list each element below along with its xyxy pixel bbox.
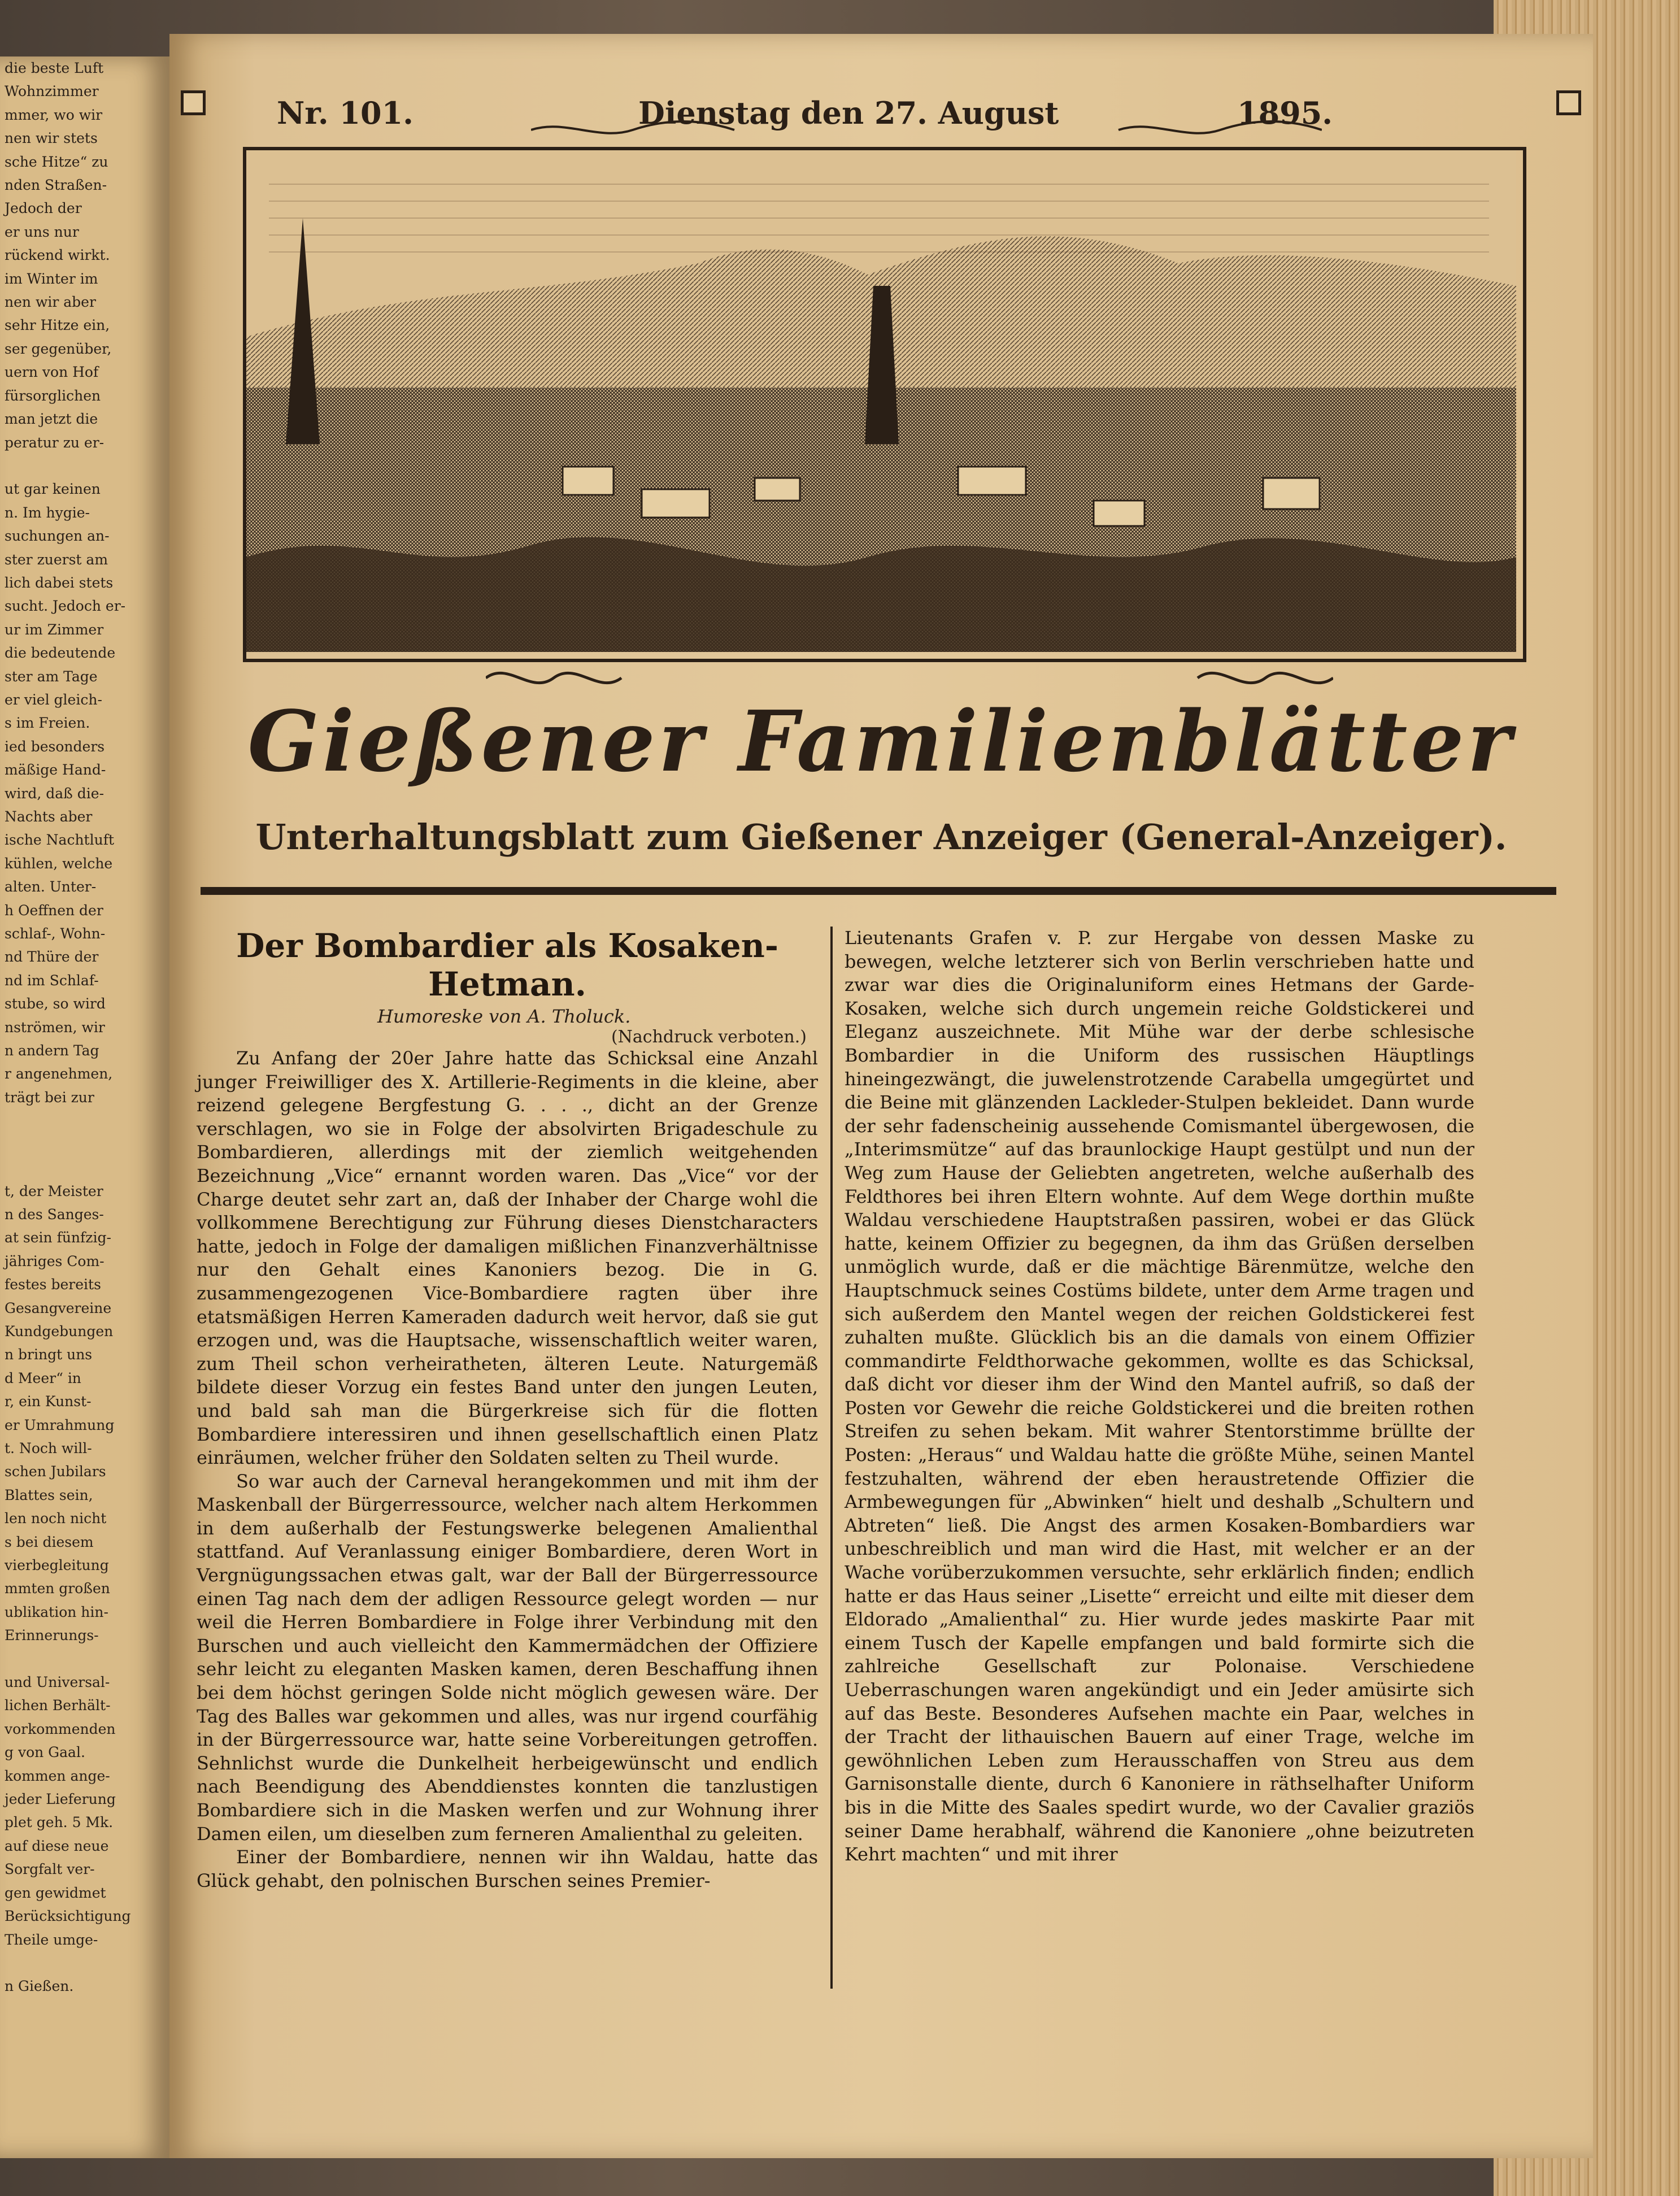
left-page-line: plet geh. 5 Mk.: [5, 1814, 114, 1831]
left-page-line: r angenehmen,: [5, 1066, 113, 1082]
left-page-line: mmten großen: [5, 1580, 110, 1597]
masthead-title: Gießener Familienblätter: [247, 692, 1515, 790]
left-page-line: len noch nicht: [5, 1510, 107, 1527]
paragraph: Einer der Bombardiere, nennen wir ihn Waldau, hatte das Glück gehabt, den polnischen Burschen seines Premier-: [197, 1846, 818, 1891]
corner-ornament-left: [181, 90, 206, 115]
left-page-line: Jedoch der: [5, 200, 82, 217]
left-page-line: n. Im hygie-: [5, 504, 90, 521]
city-panorama-engraving: [246, 150, 1516, 652]
column-divider: [830, 927, 833, 1989]
left-page-line: [0, 454, 169, 477]
left-page-line: kommen ange-: [5, 1767, 110, 1784]
paragraph: So war auch der Carneval herangekommen und mit ihm der Maskenball der Bürgerressource, welcher nach altem Herkommen in dem außerhalb der Festungswerke belegenen Amalienthal stattfand. Auf Veranlassung einiger Bombardiere, deren Wort in Vergnügungssachen etwas galt, war der Ball der Bürgerressource einen Tag nach dem der adligen Ressource gelegt worden — nur weil die Herren Bombardiere in Folge ihrer Verbindung mit den Burschen und auch vielleicht den Kammermädchen der Offiziere sehr leicht zu eleganten Masken kamen, deren Beschaffung ihnen bei dem höchst geringen Solde nicht möglich gewesen wäre. Der Tag des Balles war gekommen und alles, was nur irgend courfähig in der Bürgerressource war, hatte seine Vorbereitungen getroffen. Sehnlichst wurde die Dunkelheit herbeigewünscht und endlich nach Beendigung des Abenddienstes konnten die tanzlustigen Bombardiere sich in die Masken werfen und zur Wohnung ihrer Damen eilen, um dieselben zum ferneren Amalienthal zu geleiten.: [197, 1470, 818, 1845]
left-page-line: sucht. Jedoch er-: [5, 598, 126, 615]
corner-ornament-right: [1556, 90, 1581, 115]
article-title: Der Bombardier als Kosaken-Hetman.: [236, 927, 778, 1003]
left-page-line: ster am Tage: [5, 668, 98, 685]
issue-number: Nr. 101.: [277, 95, 414, 131]
left-page-line: nd Thüre der: [5, 949, 99, 966]
left-page-line: nd im Schlaf-: [5, 972, 99, 989]
left-page-line: Erinnerungs-: [5, 1627, 99, 1644]
left-page-line: t. Noch will-: [5, 1440, 92, 1456]
left-page-fragment: [0, 56, 169, 2158]
left-page-line: er viel gleich-: [5, 691, 102, 708]
article-column-1: [197, 927, 818, 1893]
masthead-subtitle: Unterhaltungsblatt zum Gießener Anzeiger (General-Anzeiger).: [255, 816, 1507, 858]
left-page-line: vierbegleitung: [5, 1557, 109, 1573]
left-page-line: ser gegenüber,: [5, 340, 112, 357]
left-page-line: gen gewidmet: [5, 1884, 106, 1901]
left-page-line: wird, daß die-: [5, 785, 105, 802]
left-page-line: im Winter im: [5, 270, 98, 287]
left-page-line: t, der Meister: [5, 1182, 103, 1199]
left-page-line: schen Jubilars: [5, 1463, 106, 1480]
left-page-line: peratur zu er-: [5, 434, 105, 451]
header-ornament: [531, 119, 1322, 141]
left-page-line: ster zuerst am: [5, 551, 108, 568]
left-page-line: uern von Hof: [5, 364, 99, 381]
engraving-frame: [243, 147, 1526, 662]
left-page-line: die beste Luft: [5, 60, 104, 76]
left-page-line: ied besonders: [5, 738, 105, 755]
article-byline: Humoreske von A. Tholuck.: [377, 1006, 631, 1027]
left-page-line: h Oeffnen der: [5, 902, 103, 919]
left-page-line: n andern Tag: [5, 1042, 99, 1059]
left-page-line: nströmen, wir: [5, 1019, 105, 1036]
left-page-line: alten. Unter-: [5, 879, 97, 895]
left-page-line: kühlen, welche: [5, 855, 113, 872]
newspaper-page: [169, 34, 1593, 2158]
left-page-line: jeder Lieferung: [5, 1791, 116, 1808]
paragraph: Lieutenants Grafen v. P. zur Hergabe von dessen Maske zu bewegen, welche letzterer sich von Berlin verschrieben hatte und zwar war dies die Originaluniform eines Hetmans der Garde-Kosaken, welche sich durch ungemein reiche Goldstickerei und Eleganz auszeichnete. Mit Mühe war der derbe schlesische Bombardier in die Uniform des russischen Häuptlings hineingezwängt, die juwelenstrotzende Carabella umgegürtet und die Beine mit glänzenden Lackleder-Stulpen bekleidet. Dann wurde der sehr fadenscheinig aussehende Comismantel übergewosen, die „Interimsmütze“ auf das braunlockige Haupt gestülpt und nun der Weg zum Hause der Geliebten angetreten, welche außerhalb des Feldthores bei ihren Eltern wohnte. Auf dem Wege dorthin mußte Waldau verschiedene Hauptstraßen passiren, wobei er das Glück hatte, keinem Offizier zu begegnen, da ihm das Grüßen derselben unmöglich wurde, daß er die mächtige Bärenmütze, welche den Hauptschmuck seines Costüms bildete, unter dem Arme tragen und sich außerdem den Mantel wegen der reichen Goldstickerei fest zuhalten mußte. Glücklich bis an die damals von einem Offizier commandirte Feldthorwache gekommen, wollte es das Schicksal, daß dicht vor dieser ihm der Wind den Mantel aufriß, so daß der Posten vor Gewehr die reiche Goldstickerei und die breiten rothen Streifen zu sehen bekam. Mit wahrer Stentorstimme brüllte der Posten: „Heraus“ und Waldau hatte die größte Mühe, seinen Mantel festzuhalten, während der eben heraustretende Offizier die Armbewegungen für „Abwinken“ hielt und deshalb „Schultern und Abtreten“ ließ. Die Angst des armen Kosaken-Bombardiers war unbeschreiblich und man wird die Hast, mit welcher er an der Wache vorüberzukommen versuchte, sehr erklärlich finden; endlich hatte er das Haus seiner „Lisette“ erreicht und eilte mit dieser dem Eldorado „Amalienthal“ zu. Hier wurde jedes maskirte Paar mit einem Tusch der Kapelle empfangen und bald formirte sich die zahlreiche Gesellschaft zur Polonaise. Verschiedene Ueberraschungen waren angekündigt und ein Jeder amüsirte sich auf das Beste. Besonderes Aufsehen machte ein Paar, welches in der Tracht der lithauischen Bauern auf einer Trage, welche im gewöhnlichen Leben zum Herausschaffen von Streu aus dem Garnisonstalle diente, durch 6 Kanoniere in räthselhafter Uniform bis in die Mitte des Saales spedirt wurde, wo der Cavalier graziös seiner Dame herabhalf, während die Kanoniere „ohne beizutreten Kehrt machten“ und mit ihrer: [845, 927, 1474, 1865]
left-page-line: mmer, wo wir: [5, 106, 103, 123]
left-page-line: Blattes sein,: [5, 1486, 93, 1503]
masthead-rule: [201, 887, 1556, 895]
left-page-line: sehr Hitze ein,: [5, 317, 110, 334]
issue-year: 1895.: [1237, 95, 1333, 131]
left-page-line: nden Straßen-: [5, 177, 107, 194]
left-page-line: [0, 1951, 169, 1975]
left-page-line: vorkommenden: [5, 1720, 116, 1737]
left-page-line: schlaf-, Wohn-: [5, 925, 106, 942]
left-page-line: Gesangvereine: [5, 1299, 112, 1316]
left-page-line: d Meer“ in: [5, 1369, 81, 1386]
left-page-line: ur im Zimmer: [5, 621, 104, 638]
left-page-line: ublikation hin-: [5, 1603, 108, 1620]
left-page-line: r, ein Kunst-: [5, 1393, 92, 1410]
left-page-line: [0, 1109, 169, 1132]
left-page-line: mäßige Hand-: [5, 762, 106, 779]
paragraph: Zu Anfang der 20er Jahre hatte das Schicksal eine Anzahl junger Freiwilliger des X. Artillerie-Regiments in die kleine, aber reizend gelegene Bergfestung G. . . ., dicht an der Grenze verschlagen, wo sie in Folge der absolvirten Brigadeschule zu Bombardieren, allerdings mit der ziemlich weitgehenden Bezeichnung „Vice“ ernannt worden waren. Das „Vice“ vor der Charge deutet sehr zart an, daß der Inhaber der Charge wohl die vollkommene Berechtigung zur Führung dieses Dienstcharacters hatte, jedoch in Folge der damaligen mißlichen Finanzverhältnisse nur den Gehalt eines Kanoniers bezog. Die in G. zusammengezogenen Vice-Bombardiere ragten über ihre etatsmäßigen Herren Kameraden dadurch weit hervor, daß sie gut erzogen und, was die Hauptsache, wissenschaftlich weiter waren, zum Theil schon verheiratheten, älteren Leute. Naturgemäß bildete dieser Vorzug ein festes Band unter den jungen Leuten, und bald sah man die Bürgerkreise sich für die flotten Bombardiere interessiren und ihnen gesellschaftlich einen Platz einräumen, welcher früher den Soldaten selten zu Theil wurde.: [197, 1047, 818, 1469]
left-page-line: man jetzt die: [5, 411, 98, 428]
left-page-line: Theile umge-: [5, 1931, 98, 1948]
left-page-line: Berücksichtigung: [5, 1908, 131, 1925]
left-page-line: [0, 1156, 169, 1179]
left-page-line: n Gießen.: [5, 1978, 74, 1995]
masthead-ornaments: [486, 661, 1333, 695]
left-page-line: nen wir aber: [5, 294, 96, 311]
left-page-line: festes bereits: [5, 1276, 101, 1293]
left-page-line: ische Nachtluft: [5, 832, 114, 849]
left-page-line: jähriges Com-: [5, 1253, 105, 1269]
left-page-line: s bei diesem: [5, 1533, 94, 1550]
left-page-line: g von Gaal.: [5, 1744, 85, 1761]
left-page-line: er Umrahmung: [5, 1416, 115, 1433]
left-page-line: und Universal-: [5, 1674, 110, 1691]
left-page-line: Kundgebungen: [5, 1323, 114, 1340]
left-page-line: auf diese neue: [5, 1837, 109, 1854]
left-page-line: stube, so wird: [5, 995, 106, 1012]
article-column-2: [845, 927, 1474, 1867]
left-page-line: lichen Berhält-: [5, 1697, 111, 1714]
left-page-line: lich dabei stets: [5, 574, 114, 591]
left-page-line: [0, 1647, 169, 1671]
left-page-line: n bringt uns: [5, 1346, 93, 1363]
left-page-line: suchungen an-: [5, 528, 110, 545]
left-page-line: s im Freien.: [5, 715, 90, 732]
left-page-line: trägt bei zur: [5, 1089, 94, 1106]
left-page-line: [0, 1133, 169, 1156]
left-page-line: sche Hitze“ zu: [5, 153, 108, 170]
reprint-note: (Nachdruck verboten.): [611, 1027, 807, 1047]
issue-date: Dienstag den 27. August: [638, 95, 1059, 131]
left-page-line: n des Sanges-: [5, 1206, 104, 1223]
left-page-line: Wohnzimmer: [5, 83, 99, 100]
left-page-line: Nachts aber: [5, 808, 93, 825]
left-page-line: er uns nur: [5, 223, 79, 240]
left-page-line: fürsorglichen: [5, 387, 101, 404]
left-page-line: Sorgfalt ver-: [5, 1861, 95, 1878]
left-page-line: die bedeutende: [5, 645, 116, 662]
left-page-line: ut gar keinen: [5, 481, 101, 498]
left-page-line: at sein fünfzig-: [5, 1229, 111, 1246]
left-page-line: nen wir stets: [5, 130, 98, 147]
left-page-line: rückend wirkt.: [5, 247, 110, 264]
